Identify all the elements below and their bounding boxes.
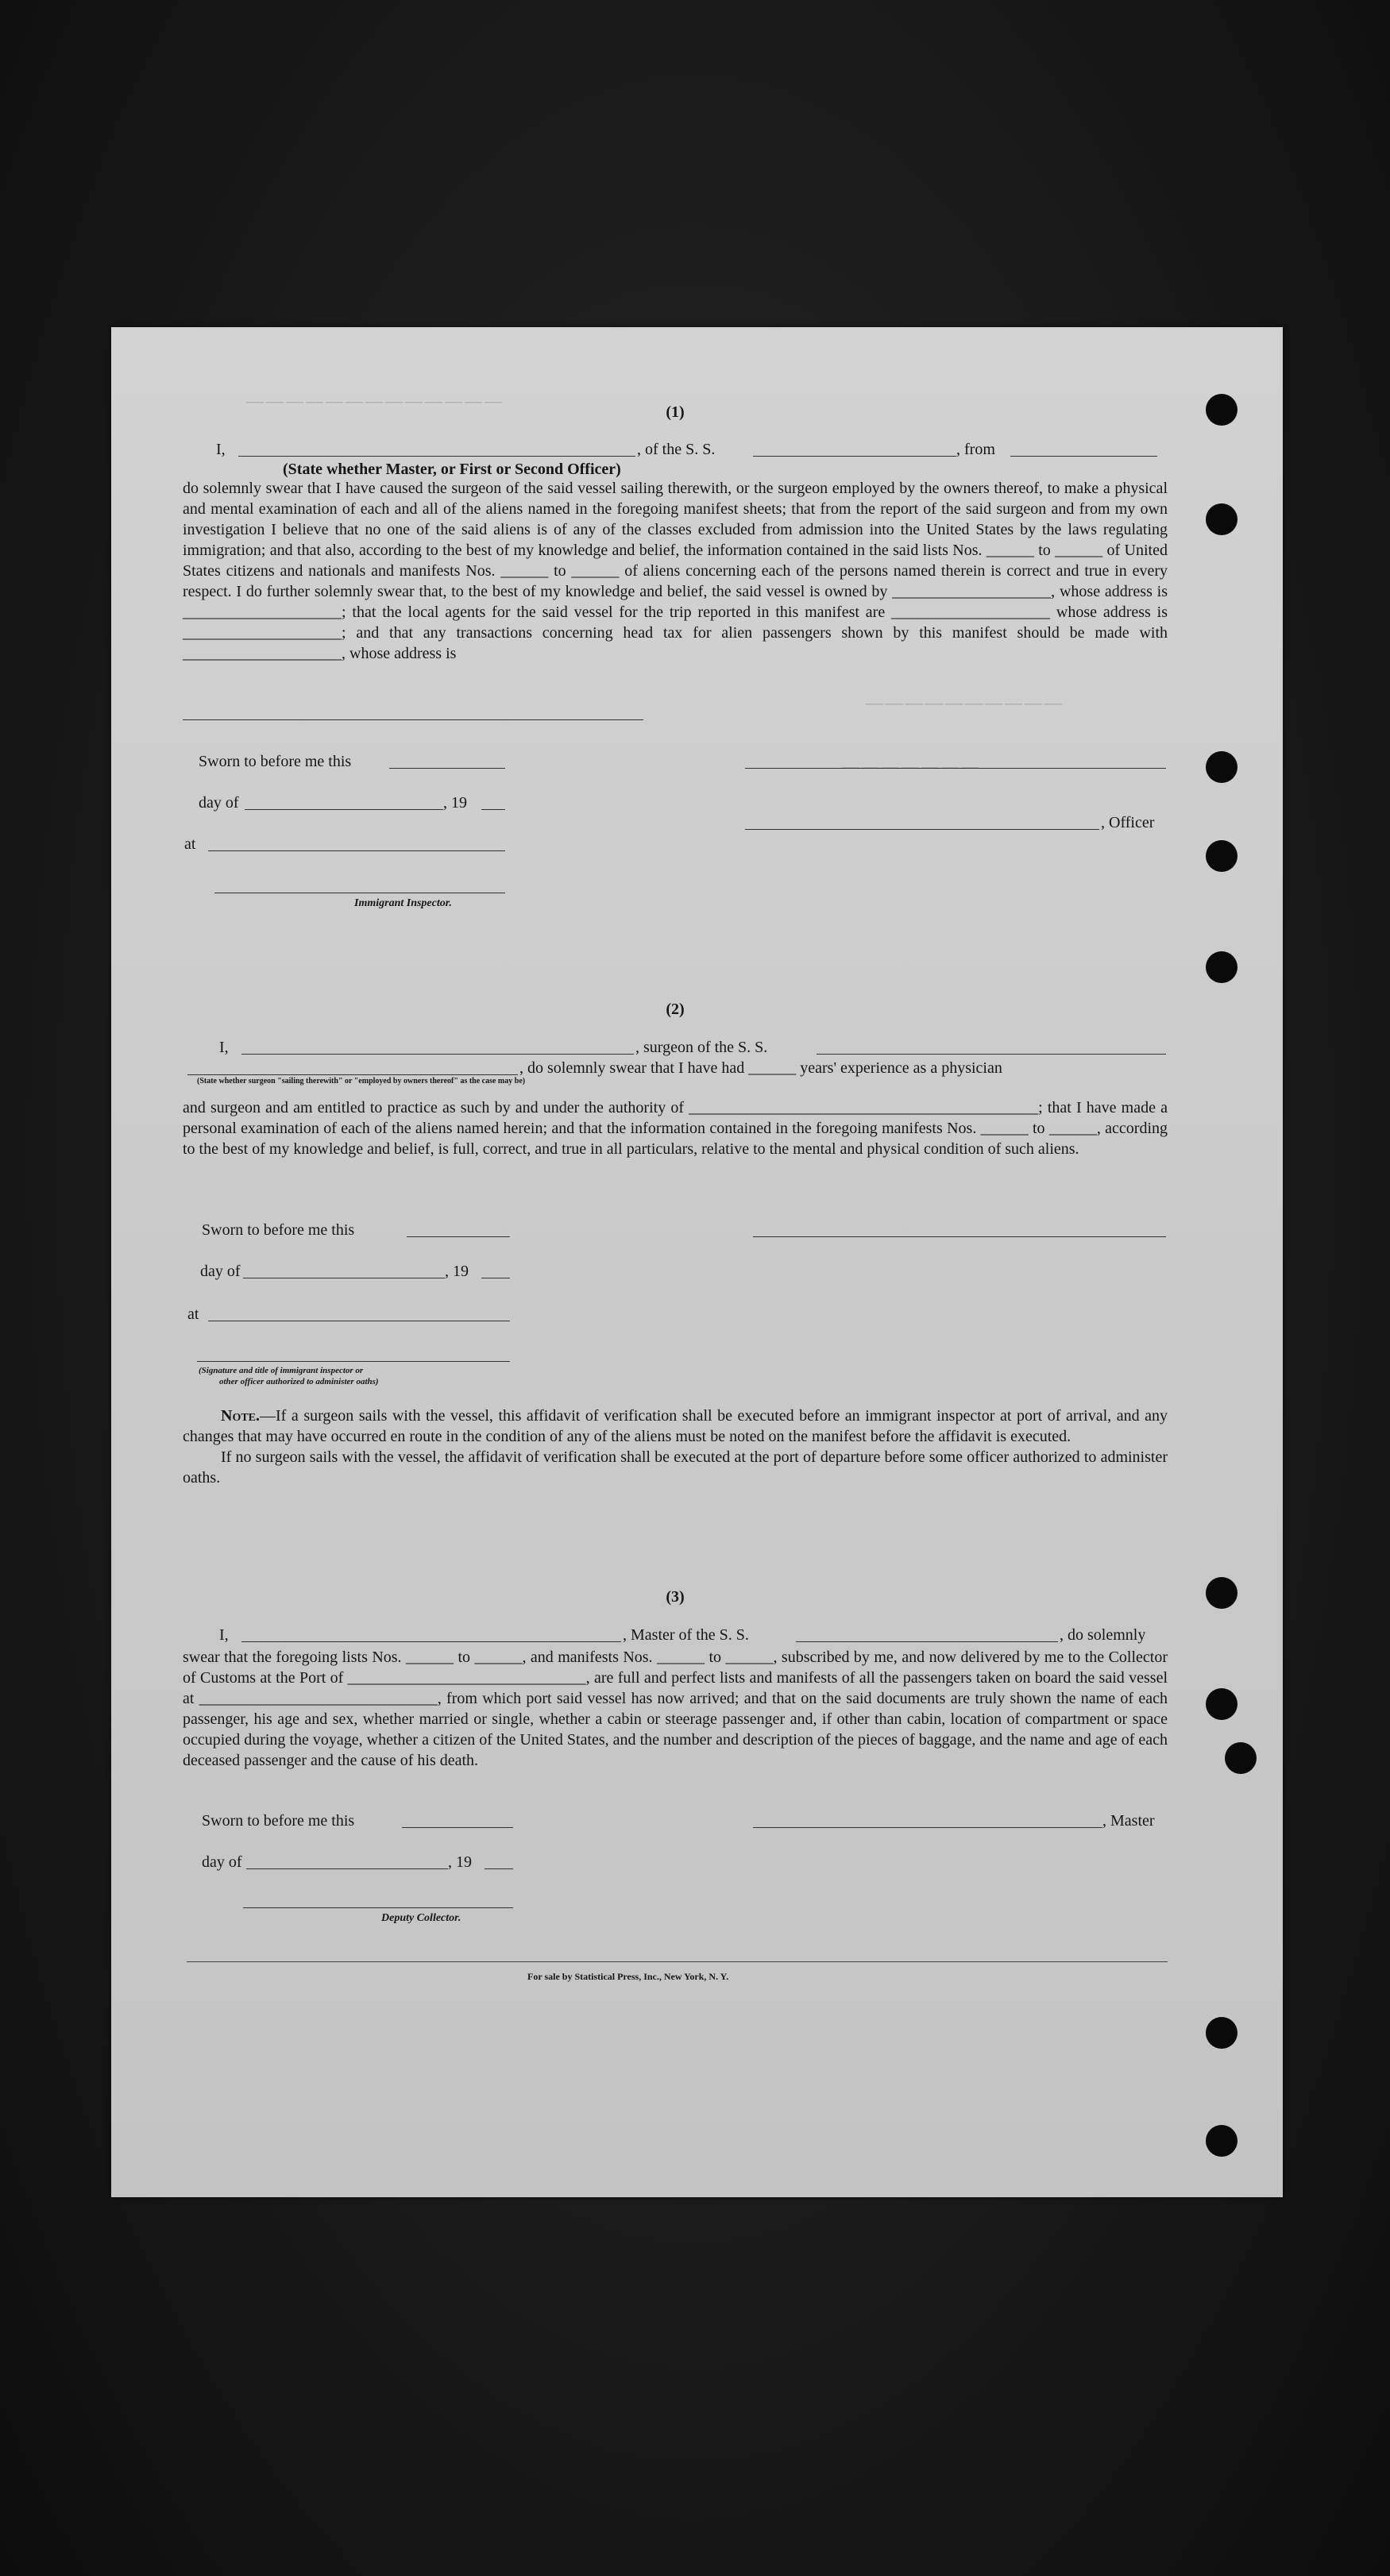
note-text-1: —If a surgeon sails with the vessel, this affidavit of verification shall be executed before an immigrant inspector at port of arrival, and any changes that may have occurred en route in the condition of any of the aliens must be noted on the manifest before the affidavit is executed. <box>183 1407 1168 1445</box>
master-label: , Master <box>1102 1812 1155 1830</box>
oath-text: do solemnly swear that I have caused the surgeon of the said vessel sailing therewith, or the surgeon employed by the owners thereof, to make a physical and mental examination of each and all of the aliens named in the foregoing manifest sheets; that from the report of the said surgeon and from my own investigation I believe that no one of the said aliens is of any of the classes excluded from admission into the United States by the laws regulating immigration; and that also, according to the best of my knowledge and belief, the information contained in the said lists Nos. ______ to ______ of United States citizens and nationals and manifests Nos. ______ to ______ of aliens concerning each of the persons named therein is correct and true in every respect. I do further solemnly swear that, to the best of my knowledge and belief, the said vessel is owned by ____________________, whose address is ____________________; that the local agents for the said vessel for the trip reported in this manifest are ____________________ whose address is ____________________; and that any transactions concerning head tax for alien passengers shown by this manifest should be made with ____________________, whose address is <box>183 480 1168 662</box>
inspector-caption: Immigrant Inspector. <box>354 897 452 909</box>
punch-hole <box>1225 1742 1257 1774</box>
section-2 <box>183 999 1168 1020</box>
punch-hole <box>1206 751 1237 783</box>
note-text-2: If no surgeon sails with the vessel, the affidavit of verification shall be executed at the port of departure before some officer authorized to administer oaths. <box>183 1448 1168 1487</box>
surgeon-vessel-line[interactable] <box>817 1054 1166 1055</box>
bleed-through-text: —————————— <box>866 692 1064 712</box>
year-line[interactable] <box>485 1868 513 1869</box>
oath-i-label: I, <box>216 441 226 458</box>
footer-rule <box>187 1961 1168 1962</box>
oath-i-label: I, <box>219 1039 229 1056</box>
master-signature-line[interactable] <box>753 1827 1102 1828</box>
month-line[interactable] <box>245 809 443 810</box>
section-number: (1) <box>666 403 685 421</box>
punch-hole <box>1206 951 1237 983</box>
sworn-label: Sworn to before me this <box>202 1812 355 1830</box>
sworn-date-line[interactable] <box>389 768 505 769</box>
punch-hole <box>1206 2125 1237 2157</box>
master-note: (State whether Master, or First or Second Officer) <box>283 461 621 478</box>
year-label: , 19 <box>443 794 467 812</box>
signature-line[interactable] <box>753 1236 1166 1237</box>
master-name-line[interactable] <box>241 1641 621 1642</box>
year-label: , 19 <box>448 1853 472 1871</box>
punch-hole <box>1206 840 1237 872</box>
surgeon-note: (State whether surgeon "sailing therewith" or "employed by owners thereof" as the case may be) <box>197 1077 526 1086</box>
note-label: Note. <box>221 1407 261 1425</box>
year-label: , 19 <box>445 1263 469 1280</box>
inspector-caption-2: other officer authorized to administer oaths) <box>219 1377 379 1386</box>
deputy-signature-line[interactable] <box>243 1907 513 1908</box>
vessel-name-line[interactable] <box>796 1641 1058 1642</box>
sworn-label: Sworn to before me this <box>202 1221 355 1239</box>
month-line[interactable] <box>246 1868 448 1869</box>
sworn-label: Sworn to before me this <box>199 753 352 770</box>
from-label: , from <box>956 441 995 458</box>
surgeon-of-label: , surgeon of the S. S. <box>635 1039 768 1056</box>
section-3 <box>183 1587 1168 1607</box>
oath-text: swear that the foregoing lists Nos. ______ to ______, and manifests Nos. ______ to ______, subscribed by me, and now delivered by me to the Collector of Customs at the Port of ______________________________, are full and perfect lists and manifests of all the passengers taken on board the said vessel at ______________________________, from which port said vessel has now arrived; and that on the said documents are truly shown the name of each passenger, his age and sex, whether married or single, whether a cabin or steerage passenger and, if other than cabin, location of compartment or space occupied during the voyage, whether a citizen of the United States, and the number and description of the pieces of baggage, and the name and age of each deceased passenger and the cause of his death. <box>183 1649 1168 1769</box>
section-number: (3) <box>666 1588 685 1606</box>
section-1-body <box>183 478 1168 664</box>
at-label: at <box>187 1305 199 1323</box>
section-1 <box>183 402 1168 422</box>
of-ss-label: , of the S. S. <box>637 441 716 458</box>
sworn-date-line[interactable] <box>407 1236 510 1237</box>
vessel-name-line[interactable] <box>753 456 956 457</box>
punch-hole <box>1206 2017 1237 2049</box>
master-of-label: , Master of the S. S. <box>623 1626 749 1644</box>
address-line[interactable] <box>183 719 643 720</box>
bleed-through-text: ——————— <box>842 756 981 776</box>
printer-footer: For sale by Statistical Press, Inc., New York, N. Y. <box>527 1971 729 1982</box>
master-name-line[interactable] <box>238 456 635 457</box>
solemnly-label: , do solemnly <box>1060 1626 1146 1644</box>
surgeon-name-line[interactable] <box>241 1054 634 1055</box>
note-block <box>183 1406 1168 1488</box>
signature-line[interactable] <box>745 768 1166 769</box>
officer-line[interactable] <box>745 829 1099 830</box>
day-of-label: day of <box>202 1853 242 1871</box>
at-label: at <box>184 835 196 853</box>
inspector-caption-1: (Signature and title of immigrant inspector or <box>199 1366 364 1375</box>
oath-text: and surgeon and am entitled to practice as such by and under the authority of ____________________________________________; that I have made a personal examination of each of the aliens named herein; and that the information contained in the foregoing manifests Nos. ______ to ______, according to the best of my knowledge and belief, is full, correct, and true in all particulars, relative to the mental and physical condition of such aliens. <box>183 1099 1168 1158</box>
sworn-date-line[interactable] <box>402 1827 513 1828</box>
punch-hole <box>1206 394 1237 426</box>
year-line[interactable] <box>481 809 505 810</box>
section-number: (2) <box>666 1001 685 1018</box>
punch-hole <box>1206 1688 1237 1720</box>
day-of-label: day of <box>200 1263 241 1280</box>
section-3-body <box>183 1647 1168 1771</box>
punch-hole <box>1206 1577 1237 1609</box>
at-place-line[interactable] <box>208 850 505 851</box>
inspector-signature-line[interactable] <box>197 1361 510 1362</box>
section-2-body <box>183 1097 1168 1159</box>
officer-label: , Officer <box>1101 814 1155 831</box>
oath-i-label: I, <box>219 1626 229 1644</box>
experience-text: , do solemnly swear that I have had ______ years' experience as a physician <box>519 1059 1002 1077</box>
deputy-caption: Deputy Collector. <box>381 1912 461 1924</box>
port-from-line[interactable] <box>1010 456 1157 457</box>
bleed-through-text: ————————————— <box>246 391 504 411</box>
surgeon-status-line[interactable] <box>187 1074 518 1075</box>
punch-hole <box>1206 503 1237 535</box>
day-of-label: day of <box>199 794 239 812</box>
